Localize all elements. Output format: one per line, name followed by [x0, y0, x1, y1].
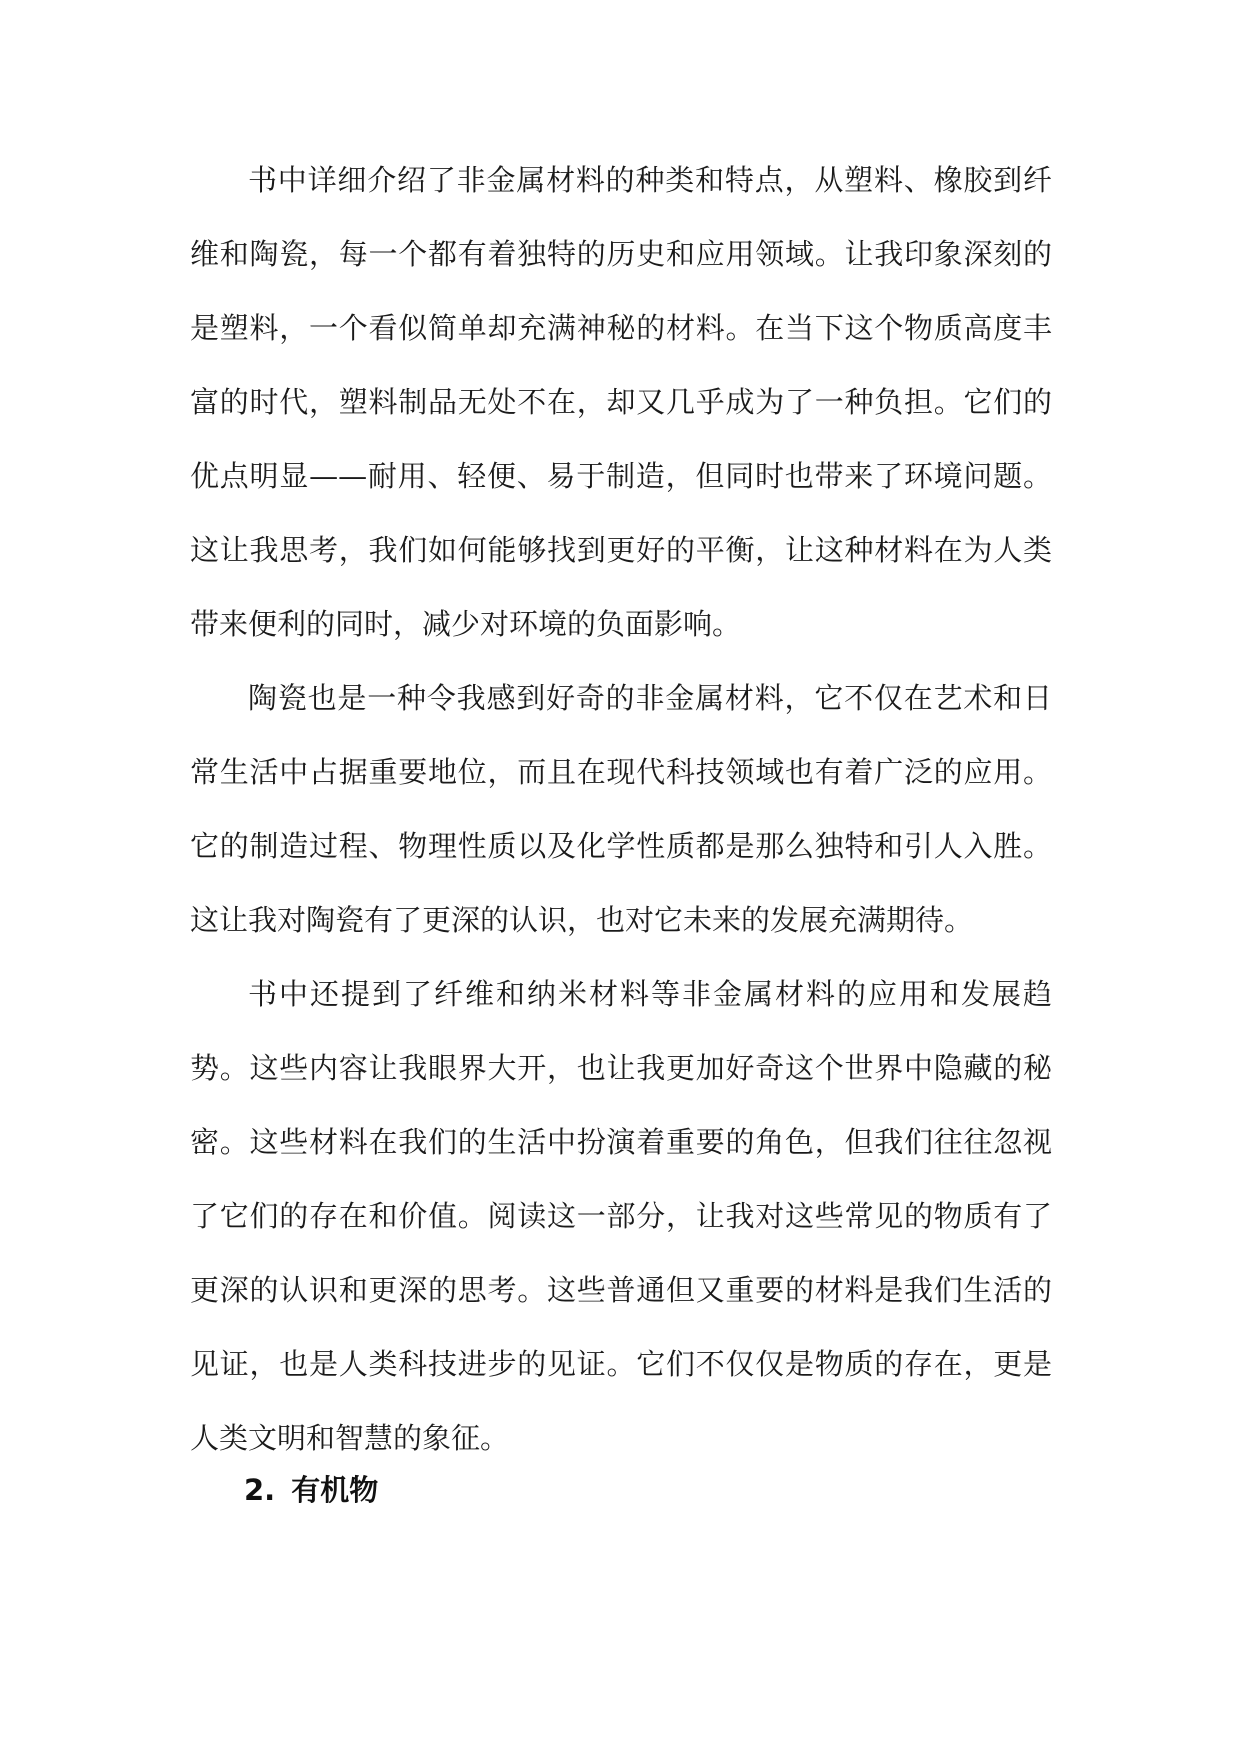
section-heading	[244, 1470, 378, 1510]
paragraph-ceramics: 陶瓷也是一种令我感到好奇的非金属材料，它不仅在艺术和日常生活中占据重要地位，而且在现代科技领域也有着广泛的应用。它的制造过程、物理性质以及化学性质都是那么独特和引人入胜。这让我对陶瓷有了更深的认识，也对它未来的发展充满期待。	[190, 681, 1052, 937]
body-text	[190, 143, 1052, 1475]
paragraph-nonmetal-plastics: 书中详细介绍了非金属材料的种类和特点，从塑料、橡胶到纤维和陶瓷，每一个都有着独特的历史和应用领域。让我印象深刻的是塑料，一个看似简单却充满神秘的材料。在当下这个物质高度丰富的时代，塑料制品无处不在，却又几乎成为了一种负担。它们的优点明显——耐用、轻便、易于制造，但同时也带来了环境问题。这让我思考，我们如何能够找到更好的平衡，让这种材料在为人类带来便利的同时，减少对环境的负面影响。	[190, 163, 1052, 641]
section-number: 2.	[244, 1473, 276, 1507]
paragraph-fibers-nano: 书中还提到了纤维和纳米材料等非金属材料的应用和发展趋势。这些内容让我眼界大开，也让我更加好奇这个世界中隐藏的秘密。这些材料在我们的生活中扮演着重要的角色，但我们往往忽视了它们的存在和价值。阅读这一部分，让我对这些常见的物质有了更深的认识和更深的思考。这些普通但又重要的材料是我们生活的见证，也是人类科技进步的见证。它们不仅仅是物质的存在，更是人类文明和智慧的象征。	[190, 977, 1052, 1455]
section-title: 有机物	[291, 1473, 379, 1507]
